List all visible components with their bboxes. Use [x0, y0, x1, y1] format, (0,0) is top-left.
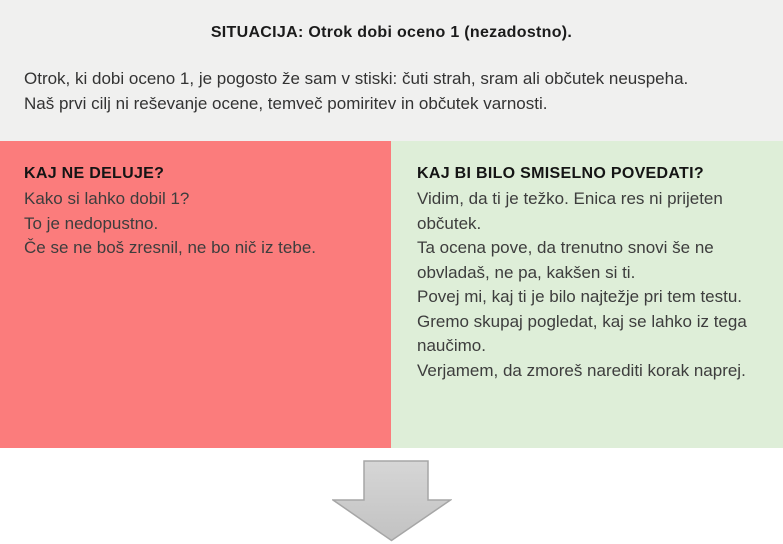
panel-left-lines: [24, 187, 379, 261]
panel-text-line: Verjamem, da zmoreš narediti korak naprej.: [417, 360, 746, 380]
header-section: [0, 0, 783, 141]
panel-text-line: Kako si lahko dobil 1?: [24, 189, 190, 208]
panel-left-title: KAJ NE DELUJE?: [24, 165, 165, 182]
panel-text-line: Če se ne boš zresnil, ne bo nič iz tebe.: [24, 238, 316, 257]
situation-title: SITUACIJA: Otrok dobi oceno 1 (nezadostno).: [210, 24, 573, 41]
panel-text-line: Ta ocena pove, da trenutno snovi še ne obvladaš, ne pa, kakšen si ti.: [417, 238, 714, 282]
intro-line: Otrok, ki dobi oceno 1, je pogosto že sam v stiski: čuti strah, sram ali občutek neuspeha.: [24, 69, 689, 88]
down-arrow-icon: [332, 460, 452, 542]
footer-section: [0, 448, 783, 544]
panel-what-to-say: [391, 141, 783, 448]
panel-text-line: Gremo skupaj pogledat, kaj se lahko iz tega naučimo.: [417, 311, 747, 355]
intro-paragraph: [24, 66, 769, 116]
panel-text-line: To je nedopustno.: [24, 213, 159, 233]
panel-text-line: Vidim, da ti je težko. Enica res ni prijeten občutek.: [417, 189, 723, 233]
comparison-panels: [0, 141, 783, 448]
panel-right-lines: [417, 187, 757, 383]
intro-line: Naš prvi cilj ni reševanje ocene, temveč pomiritev in občutek varnosti.: [24, 94, 548, 113]
panel-what-does-not-work: [0, 141, 391, 448]
panel-text-line: Povej mi, kaj ti je bilo najtežje pri tem testu.: [417, 287, 743, 306]
panel-right-title: KAJ BI BILO SMISELNO POVEDATI?: [417, 165, 704, 182]
